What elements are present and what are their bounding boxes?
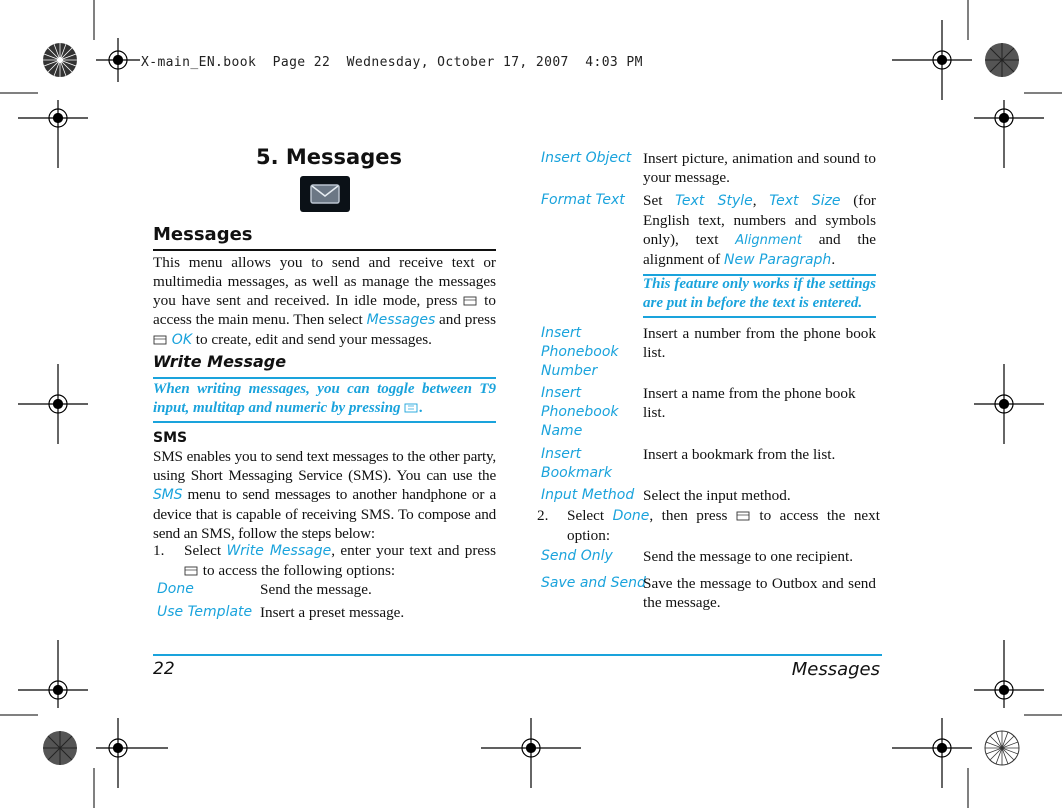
new-paragraph-link: New Paragraph [723, 252, 832, 268]
option-insert-bookmark-value: Insert a bookmark from the list. [643, 446, 836, 463]
key-line-2: Phonebook [541, 404, 619, 420]
option-insert-phonebook-number-key [541, 324, 619, 381]
star-target [985, 43, 1019, 77]
registration-mark [892, 20, 972, 100]
chapter-title: 5. Messages [256, 145, 402, 169]
step-2-number: 2. [537, 507, 549, 524]
step-2-text [567, 506, 880, 545]
format-e: . [831, 251, 836, 268]
option-save-and-send-key: Save and Send [541, 575, 646, 591]
option-insert-phonebook-name-key [541, 384, 619, 441]
format-c: (for English text, numbers and symbols only), text [643, 192, 876, 248]
sms-text-2: menu to send messages to another handphone or a device that is capable of receiving SMS. To compose and send an SMS, follow the steps below: [153, 486, 496, 542]
option-template-value: Insert a preset message. [260, 604, 405, 621]
option-send-only-value: Send the message to one recipient. [643, 548, 854, 565]
key-line-1: Insert [541, 446, 582, 462]
registration-mark [481, 718, 581, 788]
intro-text-2: to access the main menu. Then select [153, 292, 496, 328]
step-1-text [184, 541, 496, 580]
key-line-2: Phonebook [541, 344, 619, 360]
intro-text-1: This menu allows you to send and receive text or multimedia messages, as well as manage the messages you have sent and received. In idle mode, press [153, 254, 496, 309]
hash-key-icon [404, 400, 419, 410]
registration-mark [18, 640, 88, 708]
step-2-c: to access the next option: [567, 507, 880, 544]
step-1-b: , enter your text and press [331, 542, 496, 559]
note-rule-bottom [153, 421, 496, 423]
book-header: X-main_EN.book Page 22 Wednesday, October 17, 2007 4:03 PM [141, 55, 643, 70]
option-done-key: Done [157, 581, 194, 597]
option-input-method-key: Input Method [541, 487, 635, 503]
menu-key-icon [184, 562, 199, 572]
option-input-method-value: Select the input method. [643, 487, 791, 504]
star-target [985, 731, 1019, 765]
alignment-link: Alignment [735, 233, 802, 248]
format-a: Set [643, 192, 676, 209]
step-2-a: Select [567, 507, 613, 524]
option-insert-phonebook-number-value: Insert a number from the phone book list. [643, 325, 876, 361]
messages-link: Messages [366, 312, 436, 328]
sms-link: SMS [153, 487, 183, 503]
note-rule-top [153, 377, 496, 379]
done-link: Done [612, 508, 650, 524]
option-insert-bookmark-key [541, 445, 612, 483]
format-d: and the alignment of [643, 231, 876, 268]
footer-title: Messages [791, 659, 880, 680]
star-target [43, 43, 77, 77]
section-heading: Messages [153, 224, 253, 245]
menu-key-icon [463, 292, 478, 302]
menu-key-icon [736, 507, 751, 517]
step-2-b: , then press [649, 507, 736, 524]
footer-rule [153, 654, 882, 656]
option-done-value: Send the message. [260, 581, 372, 598]
option-insert-phonebook-name-value: Insert a name from the phone book list. [643, 385, 856, 421]
write-message-link: Write Message [226, 543, 332, 559]
menu-key-icon [153, 331, 168, 341]
page-number: 22 [153, 659, 175, 679]
registration-mark [96, 718, 168, 788]
step-1-c: to access the following options: [199, 562, 396, 579]
step-1-number: 1. [153, 542, 165, 559]
registration-mark [18, 364, 88, 444]
format-note-rule-bottom [643, 316, 876, 318]
step-1-a: Select [184, 542, 227, 559]
option-send-only-key: Send Only [541, 548, 613, 564]
key-line-1: Insert [541, 325, 582, 341]
option-template-key: Use Template [157, 604, 253, 620]
section-rule [153, 249, 496, 251]
registration-mark [892, 718, 972, 788]
t9-note-text: When writing messages, you can toggle between T9 input, multitap and numeric by pressing [153, 381, 496, 416]
intro-paragraph [153, 253, 496, 350]
ok-link: OK [171, 332, 192, 348]
intro-text-3: and press [435, 311, 496, 328]
text-size-link: Text Size [769, 193, 841, 209]
key-line-3: Number [541, 363, 598, 379]
option-insert-object-key: Insert Object [541, 150, 632, 166]
key-line-1: Insert [541, 385, 582, 401]
option-insert-object-value: Insert picture, animation and sound to your message. [643, 150, 876, 186]
option-format-text-value [643, 191, 876, 270]
format-note: This feature only works if the settings are put in before the text is entered. [643, 276, 876, 311]
write-message-heading: Write Message [153, 352, 287, 371]
sms-text-1: SMS enables you to send text messages to the other party, using Short Messaging Service (SMS). You can use the [153, 448, 496, 484]
intro-text-4: to create, edit and send your messages. [192, 331, 432, 348]
registration-mark [974, 100, 1044, 168]
key-line-2: Bookmark [541, 465, 612, 481]
registration-mark [974, 364, 1044, 444]
sms-heading: SMS [153, 430, 188, 446]
messages-envelope-icon [300, 176, 350, 212]
t9-note [153, 380, 496, 418]
registration-mark [974, 640, 1044, 708]
star-target [43, 731, 77, 765]
registration-mark [18, 100, 88, 168]
sms-paragraph [153, 447, 496, 543]
t9-note-end: . [419, 400, 424, 416]
option-save-and-send-value: Save the message to Outbox and send the message. [643, 575, 876, 611]
text-style-link: Text Style [675, 193, 753, 209]
registration-mark [96, 38, 140, 82]
format-b: , [752, 192, 770, 209]
key-line-3: Name [541, 423, 583, 439]
option-format-text-key: Format Text [541, 192, 625, 208]
